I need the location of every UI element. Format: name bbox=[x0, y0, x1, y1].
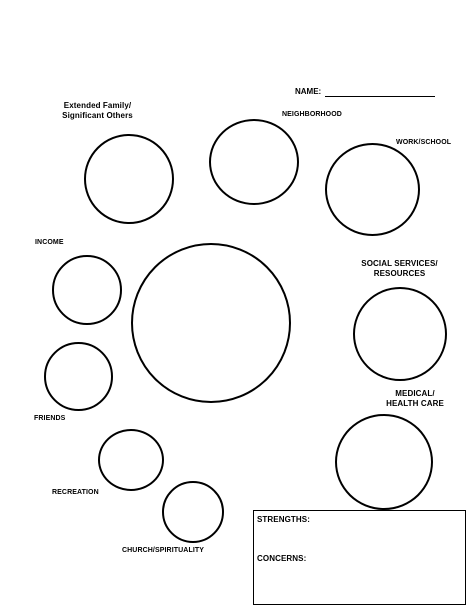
strengths-concerns-box[interactable] bbox=[253, 510, 466, 605]
neighborhood-circle[interactable] bbox=[209, 119, 299, 205]
income-circle[interactable] bbox=[52, 255, 122, 325]
church-spirituality-label: CHURCH/SPIRITUALITY bbox=[122, 547, 205, 554]
friends-label: FRIENDS bbox=[34, 415, 66, 422]
neighborhood-label: NEIGHBORHOOD bbox=[282, 111, 342, 118]
friends-circle[interactable] bbox=[44, 342, 113, 411]
social-services-label: SOCIAL SERVICES/ RESOURCES bbox=[361, 259, 438, 278]
recreation-circle[interactable] bbox=[98, 429, 164, 491]
name-label: NAME: bbox=[295, 87, 322, 96]
concerns-label: CONCERNS: bbox=[257, 554, 307, 563]
extended-family-label: Extended Family/ Significant Others bbox=[62, 101, 133, 120]
name-underline[interactable] bbox=[325, 96, 435, 97]
work-school-label: WORK/SCHOOL bbox=[396, 139, 452, 146]
work-school-circle[interactable] bbox=[325, 143, 420, 236]
medical-label: MEDICAL/ HEALTH CARE bbox=[386, 389, 444, 408]
center-self-circle[interactable] bbox=[131, 243, 291, 403]
income-label: INCOME bbox=[35, 239, 64, 246]
name-field[interactable] bbox=[295, 87, 445, 99]
recreation-label: RECREATION bbox=[52, 489, 99, 496]
church-spirituality-circle[interactable] bbox=[162, 481, 224, 543]
strengths-label: STRENGTHS: bbox=[257, 515, 310, 524]
extended-family-circle[interactable] bbox=[84, 134, 174, 224]
medical-circle[interactable] bbox=[335, 414, 433, 510]
social-services-circle[interactable] bbox=[353, 287, 447, 381]
